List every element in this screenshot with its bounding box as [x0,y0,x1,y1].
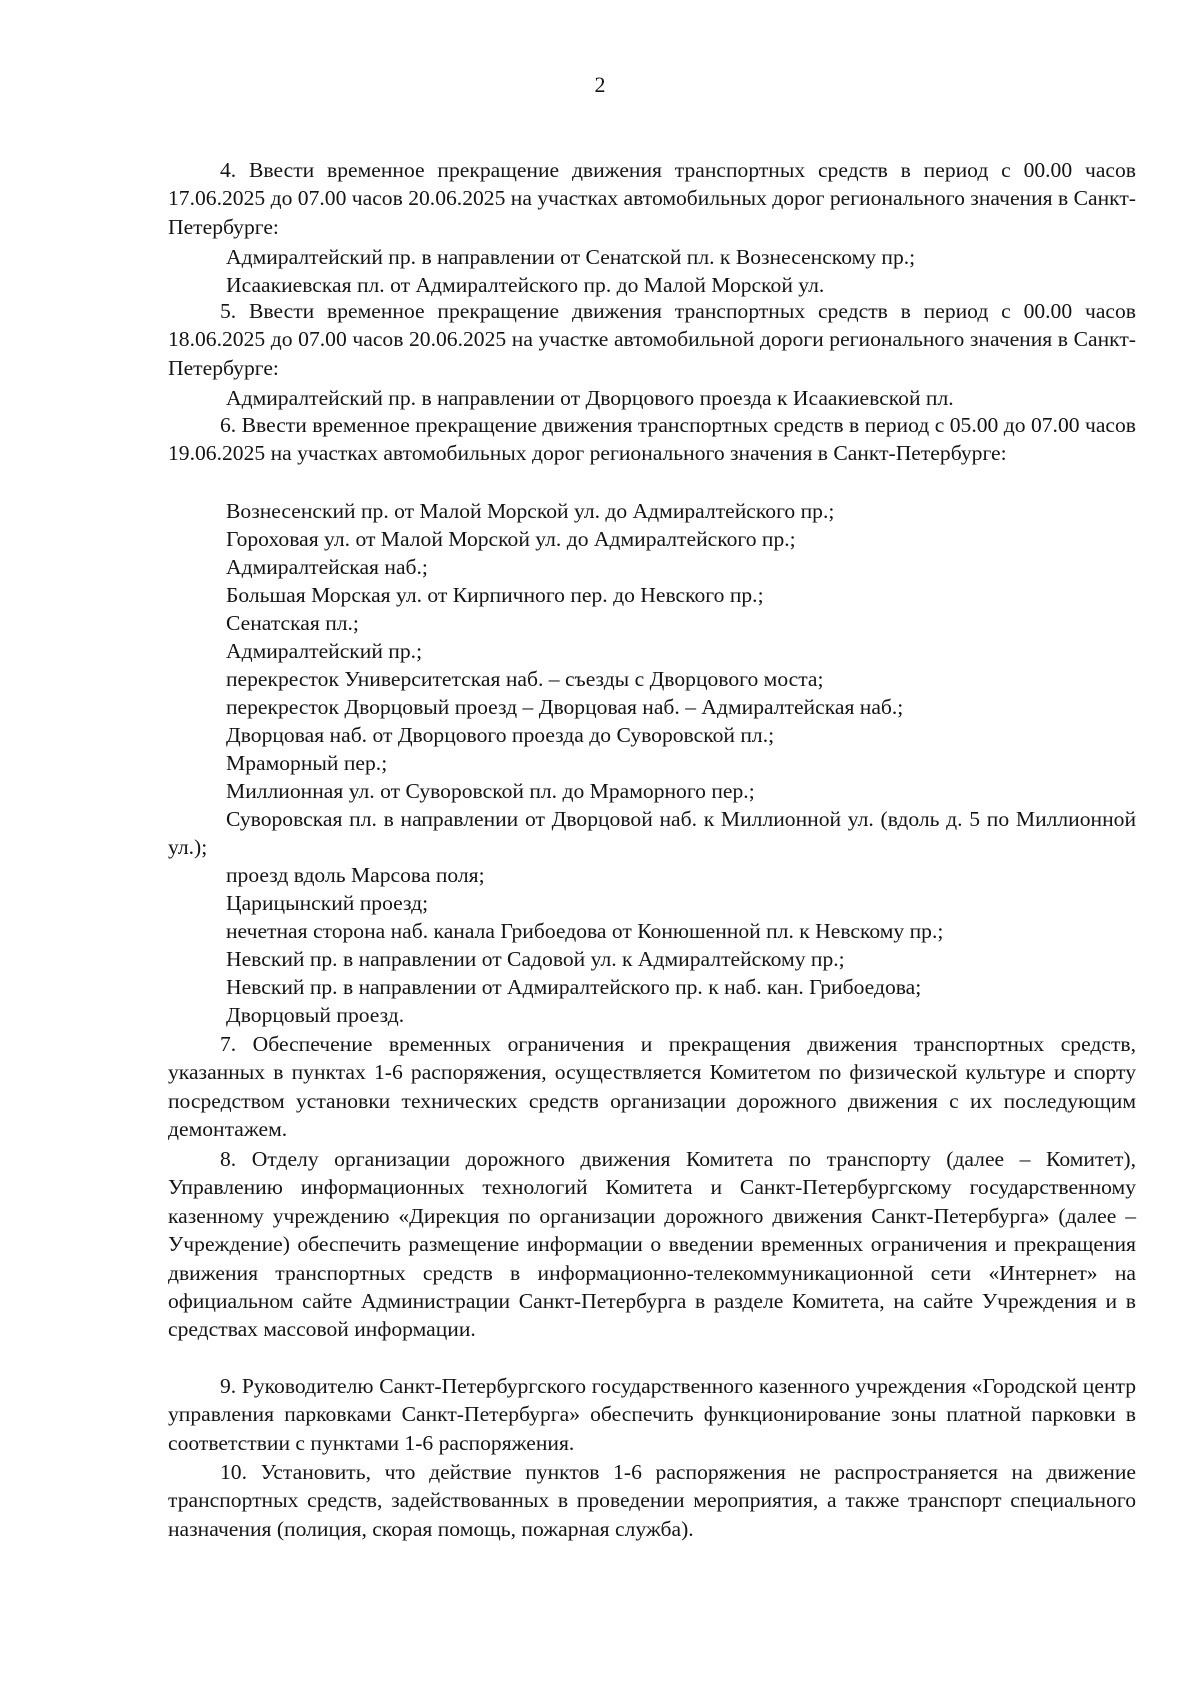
p6-item: перекресток Дворцовый проезд – Дворцовая наб. – Адмиралтейская наб.; [226,695,904,719]
p6-item: Гороховая ул. от Малой Морской ул. до Адмиралтейского пр.; [226,527,796,551]
p6-item: Невский пр. в направлении от Адмиралтейского пр. к наб. кан. Грибоедова; [226,975,922,999]
paragraph-10: 10. Установить, что действие пунктов 1-6 распоряжения не распространяется на движение транспортных средств, задействованных в проведении мероприятия, а также транспорт специального назначения (полиция, скорая помощь, пожарная служба). [168,1460,1136,1541]
p6-item: Адмиралтейская наб.; [226,555,428,579]
p6-item-suvorovskaya: Суворовская пл. в направлении от Дворцовой наб. к Миллионной ул. (вдоль д. 5 по Миллионной ул.); [168,807,1136,860]
p6-item: Дворцовый проезд. [226,1003,405,1027]
p6-item: Сенатская пл.; [226,611,359,635]
p6-item: Адмиралтейский пр.; [226,639,423,663]
p4-item: Исаакиевская пл. от Адмиралтейского пр. до Малой Морской ул. [226,273,825,297]
paragraph-5: 5. Ввести временное прекращение движения транспортных средств в период с 00.00 часов 18.06.2025 до 07.00 часов 20.06.2025 на участке автомобильной дороги регионального значения в Санкт-Петербурге: [168,299,1136,380]
p6-item: Вознесенский пр. от Малой Морской ул. до Адмиралтейского пр.; [226,499,835,523]
paragraph-7: 7. Обеспечение временных ограничения и прекращения движения транспортных средств, указанных в пунктах 1-6 распоряжения, осуществляется Комитетом по физической культуре и спорту посредством установки технических средств организации дорожного движения с их последующим демонтажем. [168,1032,1136,1142]
p6-item: Царицынский проезд; [226,891,429,915]
page-number: 2 [594,72,606,97]
p6-item: нечетная сторона наб. канала Грибоедова от Конюшенной пл. к Невскому пр.; [226,919,944,943]
paragraph-4: 4. Ввести временное прекращение движения транспортных средств в период с 00.00 часов 17.06.2025 до 07.00 часов 20.06.2025 на участках автомобильных дорог регионального значения в Санкт-Петербурге: [168,158,1136,239]
p6-item: перекресток Университетская наб. – съезды с Дворцового моста; [226,667,824,691]
p4-item: Адмиралтейский пр. в направлении от Сенатской пл. к Вознесенскому пр.; [226,245,916,269]
p5-item: Адмиралтейский пр. в направлении от Дворцового проезда к Исаакиевской пл. [226,386,954,410]
p6-item: Невский пр. в направлении от Садовой ул. к Адмиралтейскому пр.; [226,947,845,971]
p6-item: Миллионная ул. от Суворовской пл. до Мраморного пер.; [226,779,755,803]
paragraph-6: 6. Ввести временное прекращение движения транспортных средств в период с 05.00 до 07.00 часов 19.06.2025 на участках автомобильных дорог регионального значения в Санкт-Петербурге: [168,413,1136,466]
p6-item: Большая Морская ул. от Кирпичного пер. до Невского пр.; [226,583,764,607]
paragraph-8: 8. Отделу организации дорожного движения Комитета по транспорту (далее – Комитет), Управлению информационных технологий Комитета и Санкт-Петербургскому государственному казенному учреждению «Дирекция по организации дорожного движения Санкт-Петербурга» (далее – Учреждение) обеспечить размещение информации о введении временных ограничения и прекращения движения транспортных средств в информационно-телекоммуникационной сети «Интернет» на официальном сайте Администрации Санкт-Петербурга в разделе Комитета, на сайте Учреждения и в средствах массовой информации. [168,1147,1136,1342]
p6-item: проезд вдоль Марсова поля; [226,863,485,887]
p6-item: Дворцовая наб. от Дворцового проезда до Суворовской пл.; [226,723,775,747]
p6-item: Мраморный пер.; [226,751,388,775]
paragraph-9: 9. Руководителю Санкт-Петербургского государственного казенного учреждения «Городской центр управления парковками Санкт-Петербурга» обеспечить функционирование зоны платной парковки в соответствии с пунктами 1-6 распоряжения. [168,1374,1136,1455]
